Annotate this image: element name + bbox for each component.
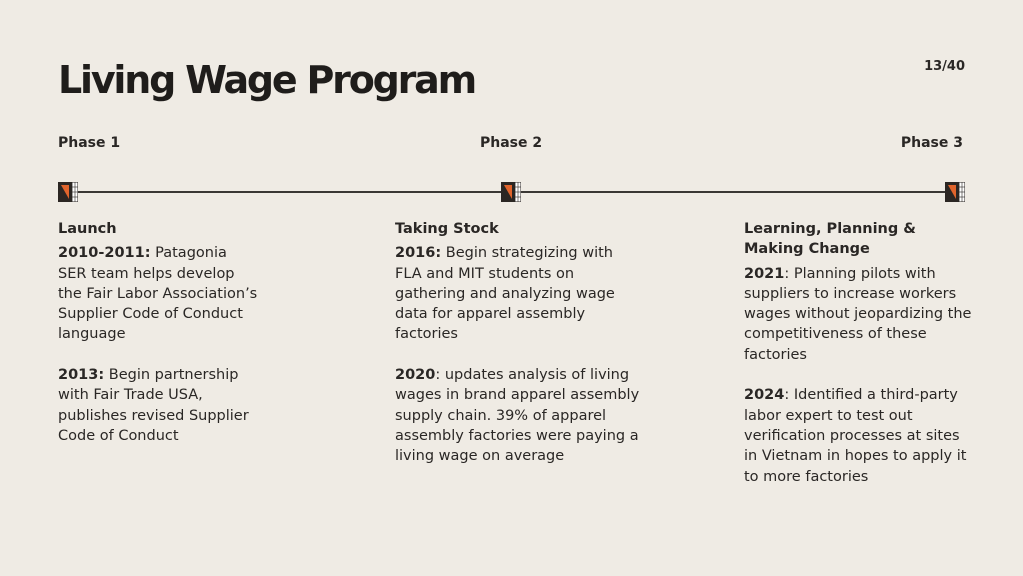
phase-1-entry: [58, 365, 258, 446]
entry-year: 2010-2011:: [58, 245, 151, 262]
phase-1-label: Phase 1: [58, 135, 121, 151]
page-title: Living Wage Program: [58, 58, 476, 102]
phase-1-column: [58, 219, 258, 467]
entry-text: Begin strategizing with FLA and MIT students on gathering and analyzing wage data for apparel assembly factories: [395, 245, 615, 343]
entry-year: 2024: [744, 387, 785, 404]
phase-3-marker-icon: [945, 182, 965, 202]
phase-2-column: [395, 219, 640, 487]
entry-text: Begin partnership with Fair Trade USA, publishes revised Supplier Code of Conduct: [58, 367, 249, 444]
entry-year: 2020: [395, 367, 436, 384]
entry-text: : Identified a third-party labor expert to test out verification processes at sites in Vietnam in hopes to apply it to more factories: [744, 387, 967, 485]
entry-year: 2013:: [58, 367, 105, 384]
phase-2-entry: [395, 243, 640, 344]
phase-1-heading: Launch: [58, 221, 117, 237]
entry-text: : Planning pilots with suppliers to increase workers wages without jeopardizing the competitiveness of these factories: [744, 265, 972, 363]
entry-text: : updates analysis of living wages in brand apparel assembly supply chain. 39% of apparel assembly factories were paying a living wage on average: [395, 367, 640, 465]
phase-3-label: Phase 3: [900, 135, 963, 151]
entry-text: Patagonia SER team helps develop the Fair Labor Association’s Supplier Code of Conduct language: [58, 245, 258, 343]
phase-1-marker-icon: [58, 182, 78, 202]
page-number: 13/40: [924, 59, 965, 74]
entry-year: 2021: [744, 265, 785, 282]
phase-3-entry: [744, 385, 976, 486]
entry-year: 2016:: [395, 245, 442, 262]
phase-2-entry: [395, 365, 640, 466]
phase-2-marker-icon: [501, 182, 521, 202]
phase-2-heading: Taking Stock: [395, 221, 499, 237]
phase-3-column: [744, 219, 976, 507]
phase-1-entry: [58, 243, 258, 344]
phase-3-heading: Learning, Planning & Making Change: [744, 221, 916, 258]
phase-3-entry: [744, 264, 976, 365]
phase-2-label: Phase 2: [480, 135, 543, 151]
